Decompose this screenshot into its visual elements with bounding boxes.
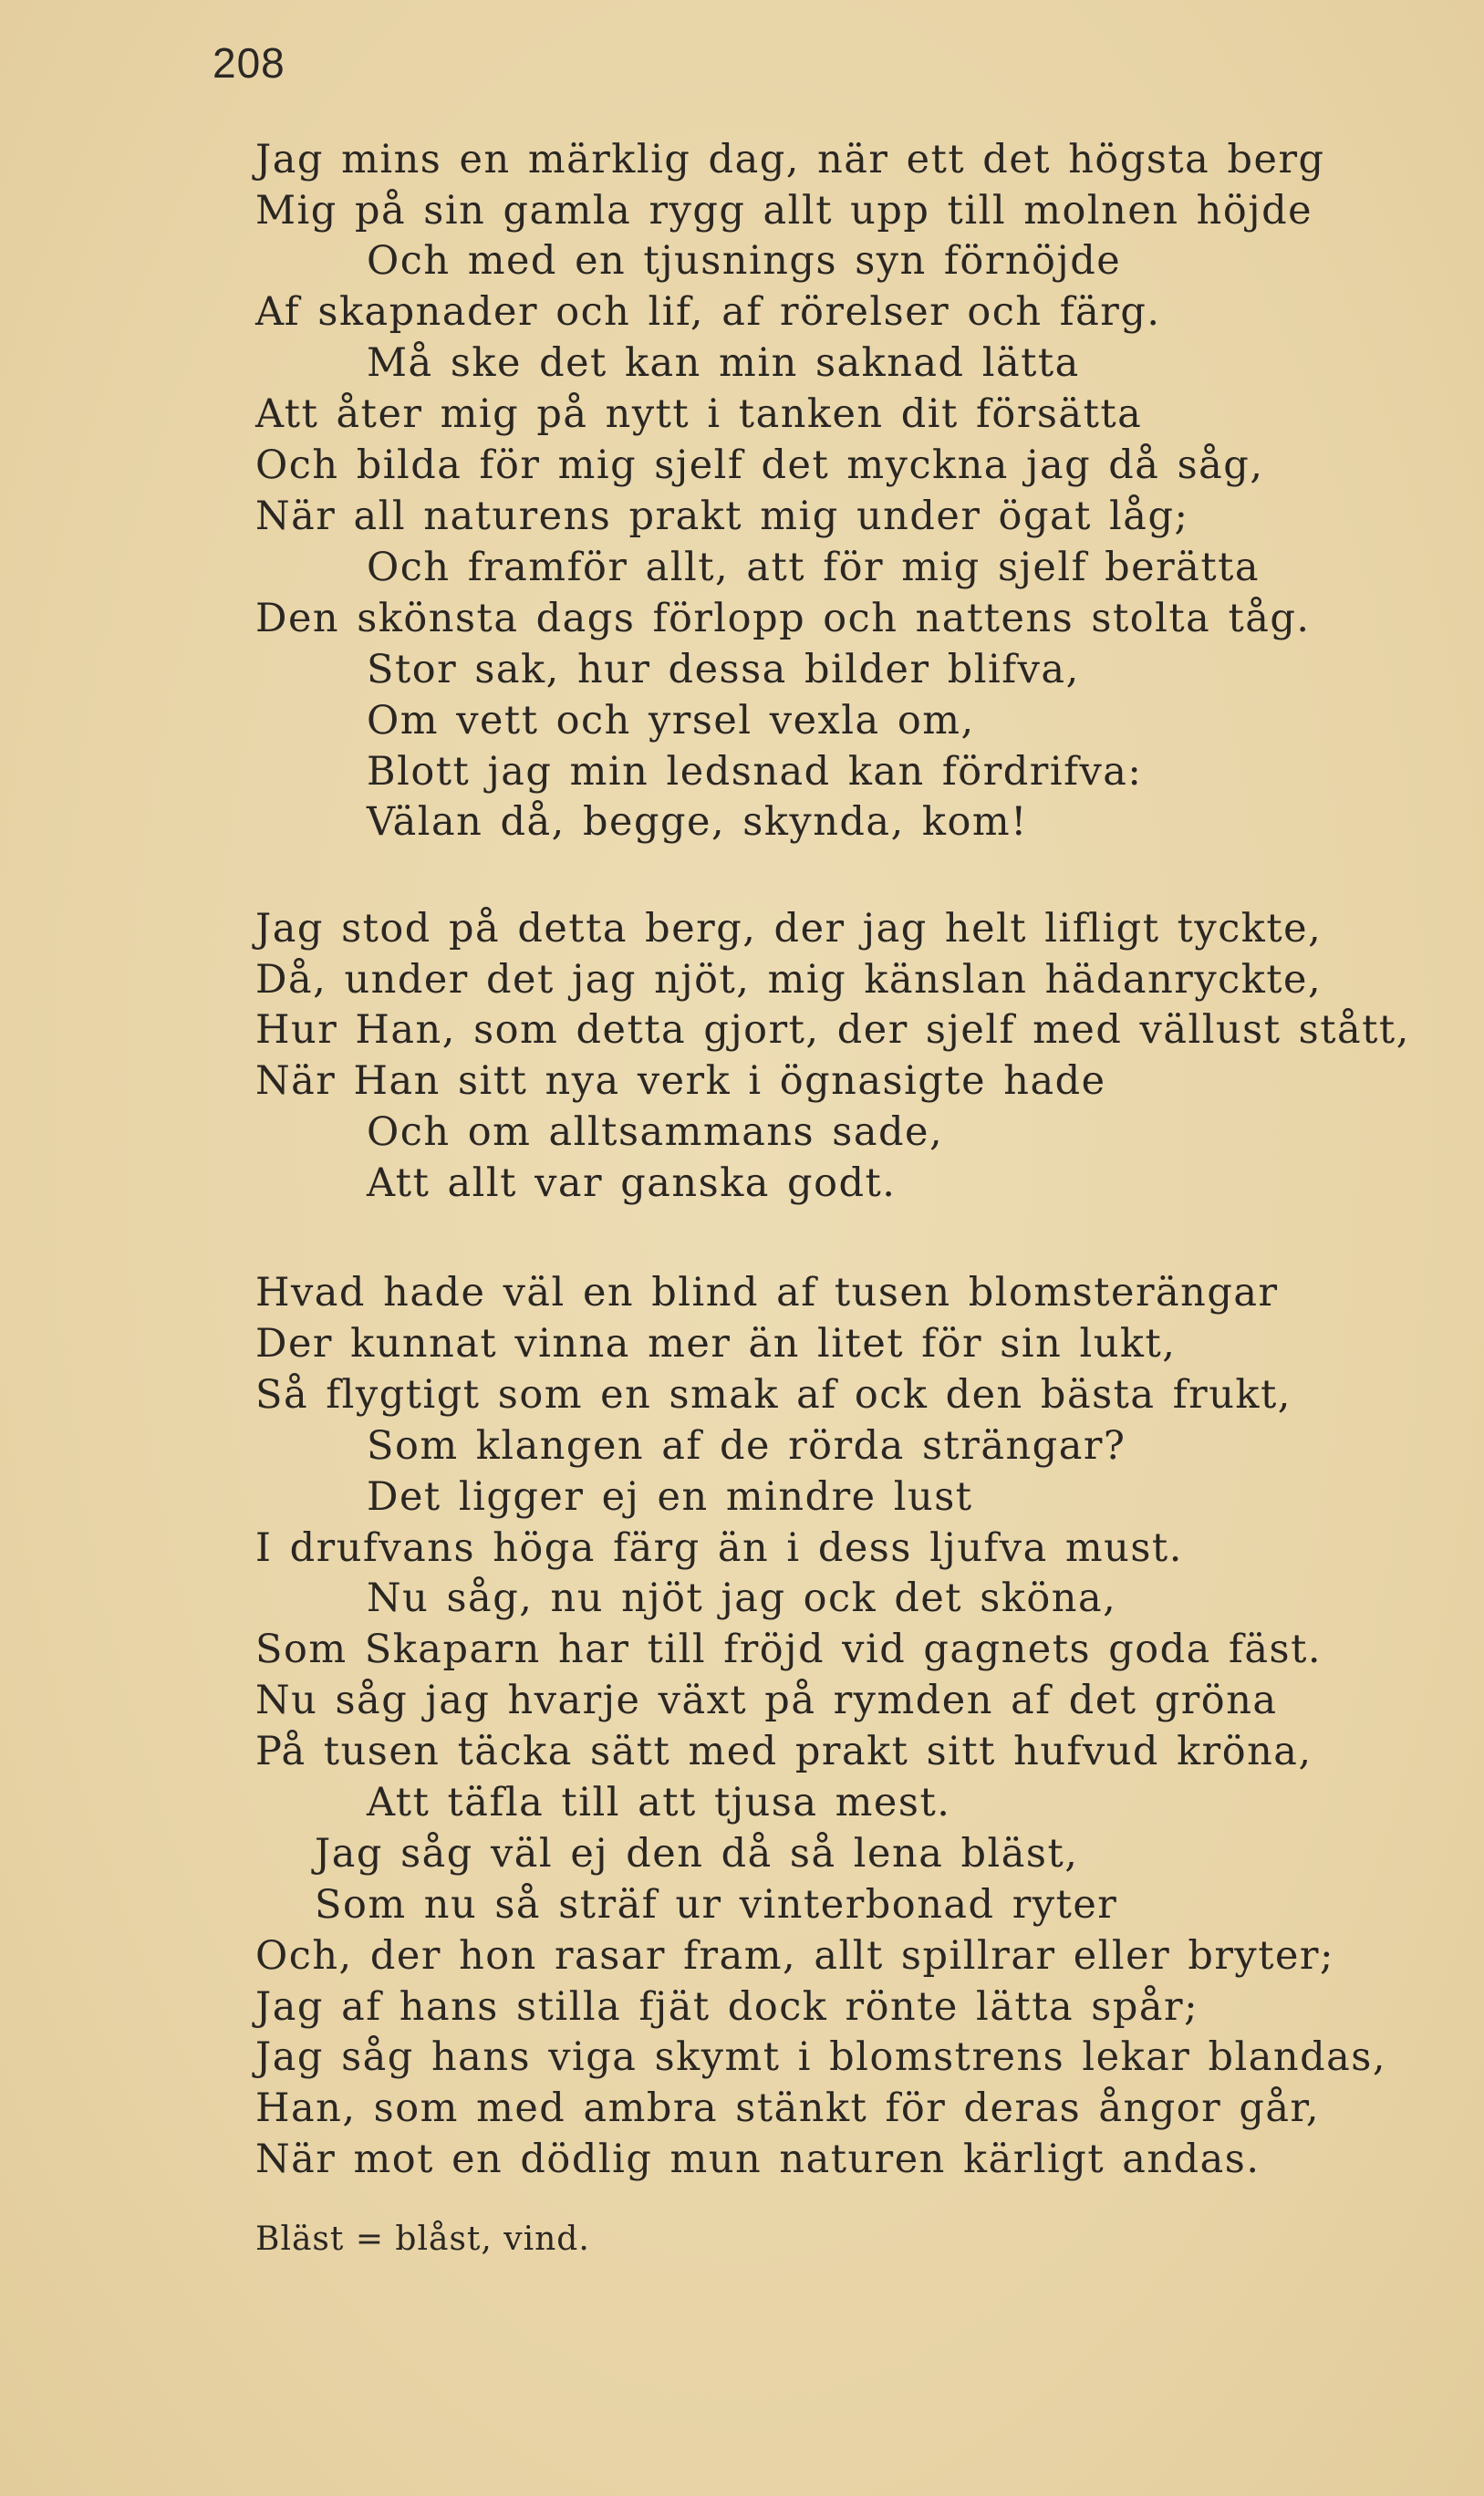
poem-line: Att åter mig på nytt i tanken dit försätta [255, 391, 1143, 437]
poem-line: Stor sak, hur dessa bilder blifva, [367, 647, 1080, 692]
poem-line: Och, der hon rasar fram, allt spillrar eller bryter; [255, 1933, 1334, 1979]
footnote: Bläst = blåst, vind. [255, 2220, 590, 2258]
poem-line: Och bilda för mig sjelf det myckna jag då såg, [255, 442, 1264, 488]
poem-line: När all naturens prakt mig under ögat låg; [255, 494, 1189, 539]
poem-line: Välan då, begge, skynda, kom! [367, 799, 1028, 845]
poem-line: Så flygtigt som en smak af ock den bästa frukt, [255, 1372, 1292, 1418]
poem-line: Som klangen af de rörda strängar? [367, 1423, 1126, 1469]
poem-line: På tusen täcka sätt med prakt sitt hufvud kröna, [255, 1729, 1313, 1774]
poem-line: Hur Han, som detta gjort, der sjelf med vällust stått, [255, 1007, 1410, 1053]
poem-line: Jag mins en märklig dag, när ett det högsta berg [255, 137, 1325, 182]
poem-line: Nu såg, nu njöt jag ock det sköna, [367, 1576, 1117, 1621]
poem-line: Att allt var ganska godt. [367, 1160, 897, 1206]
poem-line: Som nu så sträf ur vinterbonad ryter [315, 1882, 1118, 1928]
poem-line: Den skönsta dags förlopp och nattens stolta tåg. [255, 596, 1311, 641]
poem-line: Hvad hade väl en blind af tusen blomsterängar [255, 1270, 1279, 1316]
poem-line: Jag stod på detta berg, der jag helt lifligt tyckte, [255, 906, 1323, 952]
poem-line: Må ske det kan min saknad lätta [367, 340, 1080, 386]
poem-line: Som Skaparn har till fröjd vid gagnets goda fäst. [255, 1627, 1323, 1672]
poem-line: I drufvans höga färg än i dess ljufva must. [255, 1525, 1183, 1571]
poem-line: Jag af hans stilla fjät dock rönte lätta spår; [255, 1984, 1199, 2030]
poem-line: Mig på sin gamla rygg allt upp till molnen höjde [255, 188, 1313, 234]
poem-line: Och om alltsammans sade, [367, 1109, 944, 1155]
poem-line: Jag såg hans viga skymt i blomstrens lekar blandas, [255, 2034, 1387, 2080]
poem-line: Om vett och yrsel vexla om, [367, 698, 975, 744]
poem-line: Nu såg jag hvarje växt på rymden af det gröna [255, 1678, 1278, 1723]
poem-line: När mot en dödlig mun naturen kärligt andas. [255, 2137, 1261, 2182]
poem-line: Att täfla till att tjusa mest. [367, 1780, 951, 1825]
poem-line: Der kunnat vinna mer än litet för sin lukt, [255, 1321, 1177, 1367]
poem-line: Och med en tjusnings syn förnöjde [367, 238, 1122, 284]
poem-line: Det ligger ej en mindre lust [367, 1474, 973, 1520]
poem-line: Jag såg väl ej den då så lena bläst, [315, 1831, 1079, 1877]
poem-line: Och framför allt, att för mig sjelf berätta [367, 545, 1261, 590]
poem-line: Af skapnader och lif, af rörelser och färg. [255, 289, 1161, 335]
poem-line: När Han sitt nya verk i ögnasigte hade [255, 1058, 1106, 1104]
poem-line: Han, som med ambra stänkt för deras ångor går, [255, 2085, 1321, 2131]
poem-line: Blott jag min ledsnad kan fördrifva: [367, 749, 1143, 795]
poem-line: Då, under det jag njöt, mig känslan hädanryckte, [255, 957, 1323, 1003]
page-number: 208 [213, 39, 285, 87]
